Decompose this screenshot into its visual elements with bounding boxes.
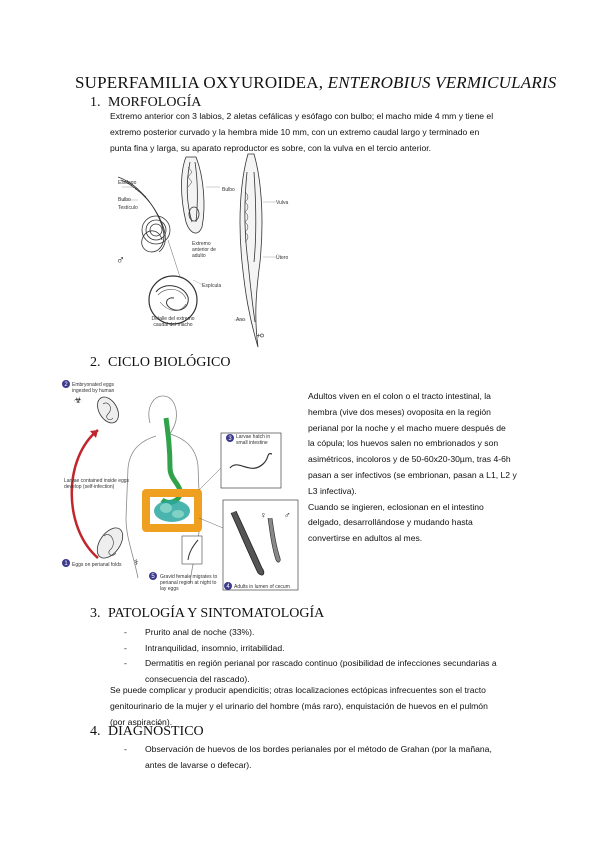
intestines-drawing [146, 493, 198, 528]
section-heading-ciclo: 2. CICLO BIOLÓGICO [90, 355, 231, 370]
label-step3: Larvae hatch in small intestine [236, 434, 271, 446]
diagnostic-stage-icon: ⚕ [134, 558, 139, 567]
section-heading-morfologia: 1. MORFOLOGÍA [90, 95, 202, 110]
biohazard-icon: ☣ [74, 395, 83, 405]
list-item: - Intranquilidad, insomnio, irritabilidad. [124, 642, 285, 653]
svg-text:5: 5 [151, 574, 155, 580]
anterior-end-drawing [182, 157, 205, 233]
diagnostico-list [124, 742, 555, 773]
svg-text:4: 4 [226, 584, 230, 590]
label-utero: Útero [276, 255, 289, 261]
male-adult-icon: ♂ [284, 510, 291, 520]
label-extremo-anterior: Extremo anterior de adulto [192, 241, 216, 259]
list-item: - Observación de huevos de los bordes perianales por el método de Grahan (por la mañana, [124, 744, 492, 754]
label-espicula: Espícula [202, 283, 222, 289]
list-item: - Prurito anal de noche (33%). [124, 627, 255, 637]
gravid-female-box [182, 536, 202, 564]
male-symbol-icon: ♂ [116, 253, 125, 267]
female-symbol-icon: ♀ [253, 330, 269, 341]
autoinfection-arrow [72, 430, 98, 558]
species-name: ENTEROBIUS VERMICULARIS [327, 73, 557, 92]
section-heading-patologia: 3. PATOLOGÍA Y SINTOMATOLOGÍA [90, 606, 325, 621]
label-vulva: Vulva [276, 200, 289, 206]
label-bulbo: Bulbo [118, 197, 131, 203]
label-step5: Gravid female migrates to perianal region at night to lay eggs [160, 574, 218, 592]
section-heading-diagnostico: 4. DIAGNÓSTICO [90, 724, 204, 739]
page-title: SUPERFAMILIA OXYUROIDEA, ENTEROBIUS VERMICULARIS [75, 73, 557, 92]
label-ala-caudal: Detalle del extremo caudal del macho [151, 316, 195, 328]
female-adult-icon: ♀ [260, 510, 267, 520]
label-esofago: Esófago [118, 180, 137, 186]
svg-text:2: 2 [64, 382, 68, 388]
embryonated-egg-top [93, 393, 123, 426]
morfologia-paragraph: Extremo anterior con 3 labios, 2 aletas cefálicas y esófago con bulbo; el macho mide 4 mm y tiene el extremo posterior curvado y la hembra mide 10 mm, con un extremo caudal largo y terminado en punta fina y larga, su aparato reproductor es sobre, con la vulva en el tercio anterior. [110, 111, 494, 153]
label-step1: Eggs on perianal folds [72, 562, 122, 568]
svg-text:1: 1 [64, 561, 68, 567]
label-ano: Ano [236, 317, 245, 323]
label-step4: Adults in lumen of cecum [234, 584, 290, 590]
label-bulbo-anterior: Bulbo [222, 187, 235, 193]
list-item-continuation: antes de lavarse o defecar). [145, 759, 252, 770]
label-step2: Embryonated eggs ingested by human [72, 382, 115, 394]
patologia-paragraph: Se puede complicar y producir apendicitis; otras localizaciones ectópicas infrecuentes son el tracto genitourinario de la mujer y el urinario del hombre (más raro), enquistación de huevos en el pulmón (por aspiración). [110, 685, 488, 727]
male-worm-drawing [118, 177, 180, 277]
patologia-list [124, 625, 555, 687]
svg-text:3: 3 [228, 436, 232, 442]
list-item: - Dermatitis en región perianal por rascado continuo (posibilidad de infecciones secundarias a [124, 658, 497, 668]
list-item-continuation: consecuencia del rascado). [145, 673, 250, 684]
label-testiculo: Testículo [118, 205, 138, 211]
ciclo-paragraph: Adultos viven en el colon o el tracto intestinal, la hembra (vive dos meses) ovoposita en la región perianal por la noche y el macho muere después de la cópula; los huevos salen no embrionados y son asimétricos, incoloros y de 50-60x20-30µm, tras 4-6h pasan a ser infectivos (se embrionan, pasan a L1, L2 y L3 infectiva). Cuando se ingieren, eclosionan en el intestino delgado, desarrollándose y mudando hasta convertirse en adultos al mes. [308, 391, 517, 544]
label-arrow: Larvae contained inside eggs develop (self-infection) [64, 478, 130, 490]
